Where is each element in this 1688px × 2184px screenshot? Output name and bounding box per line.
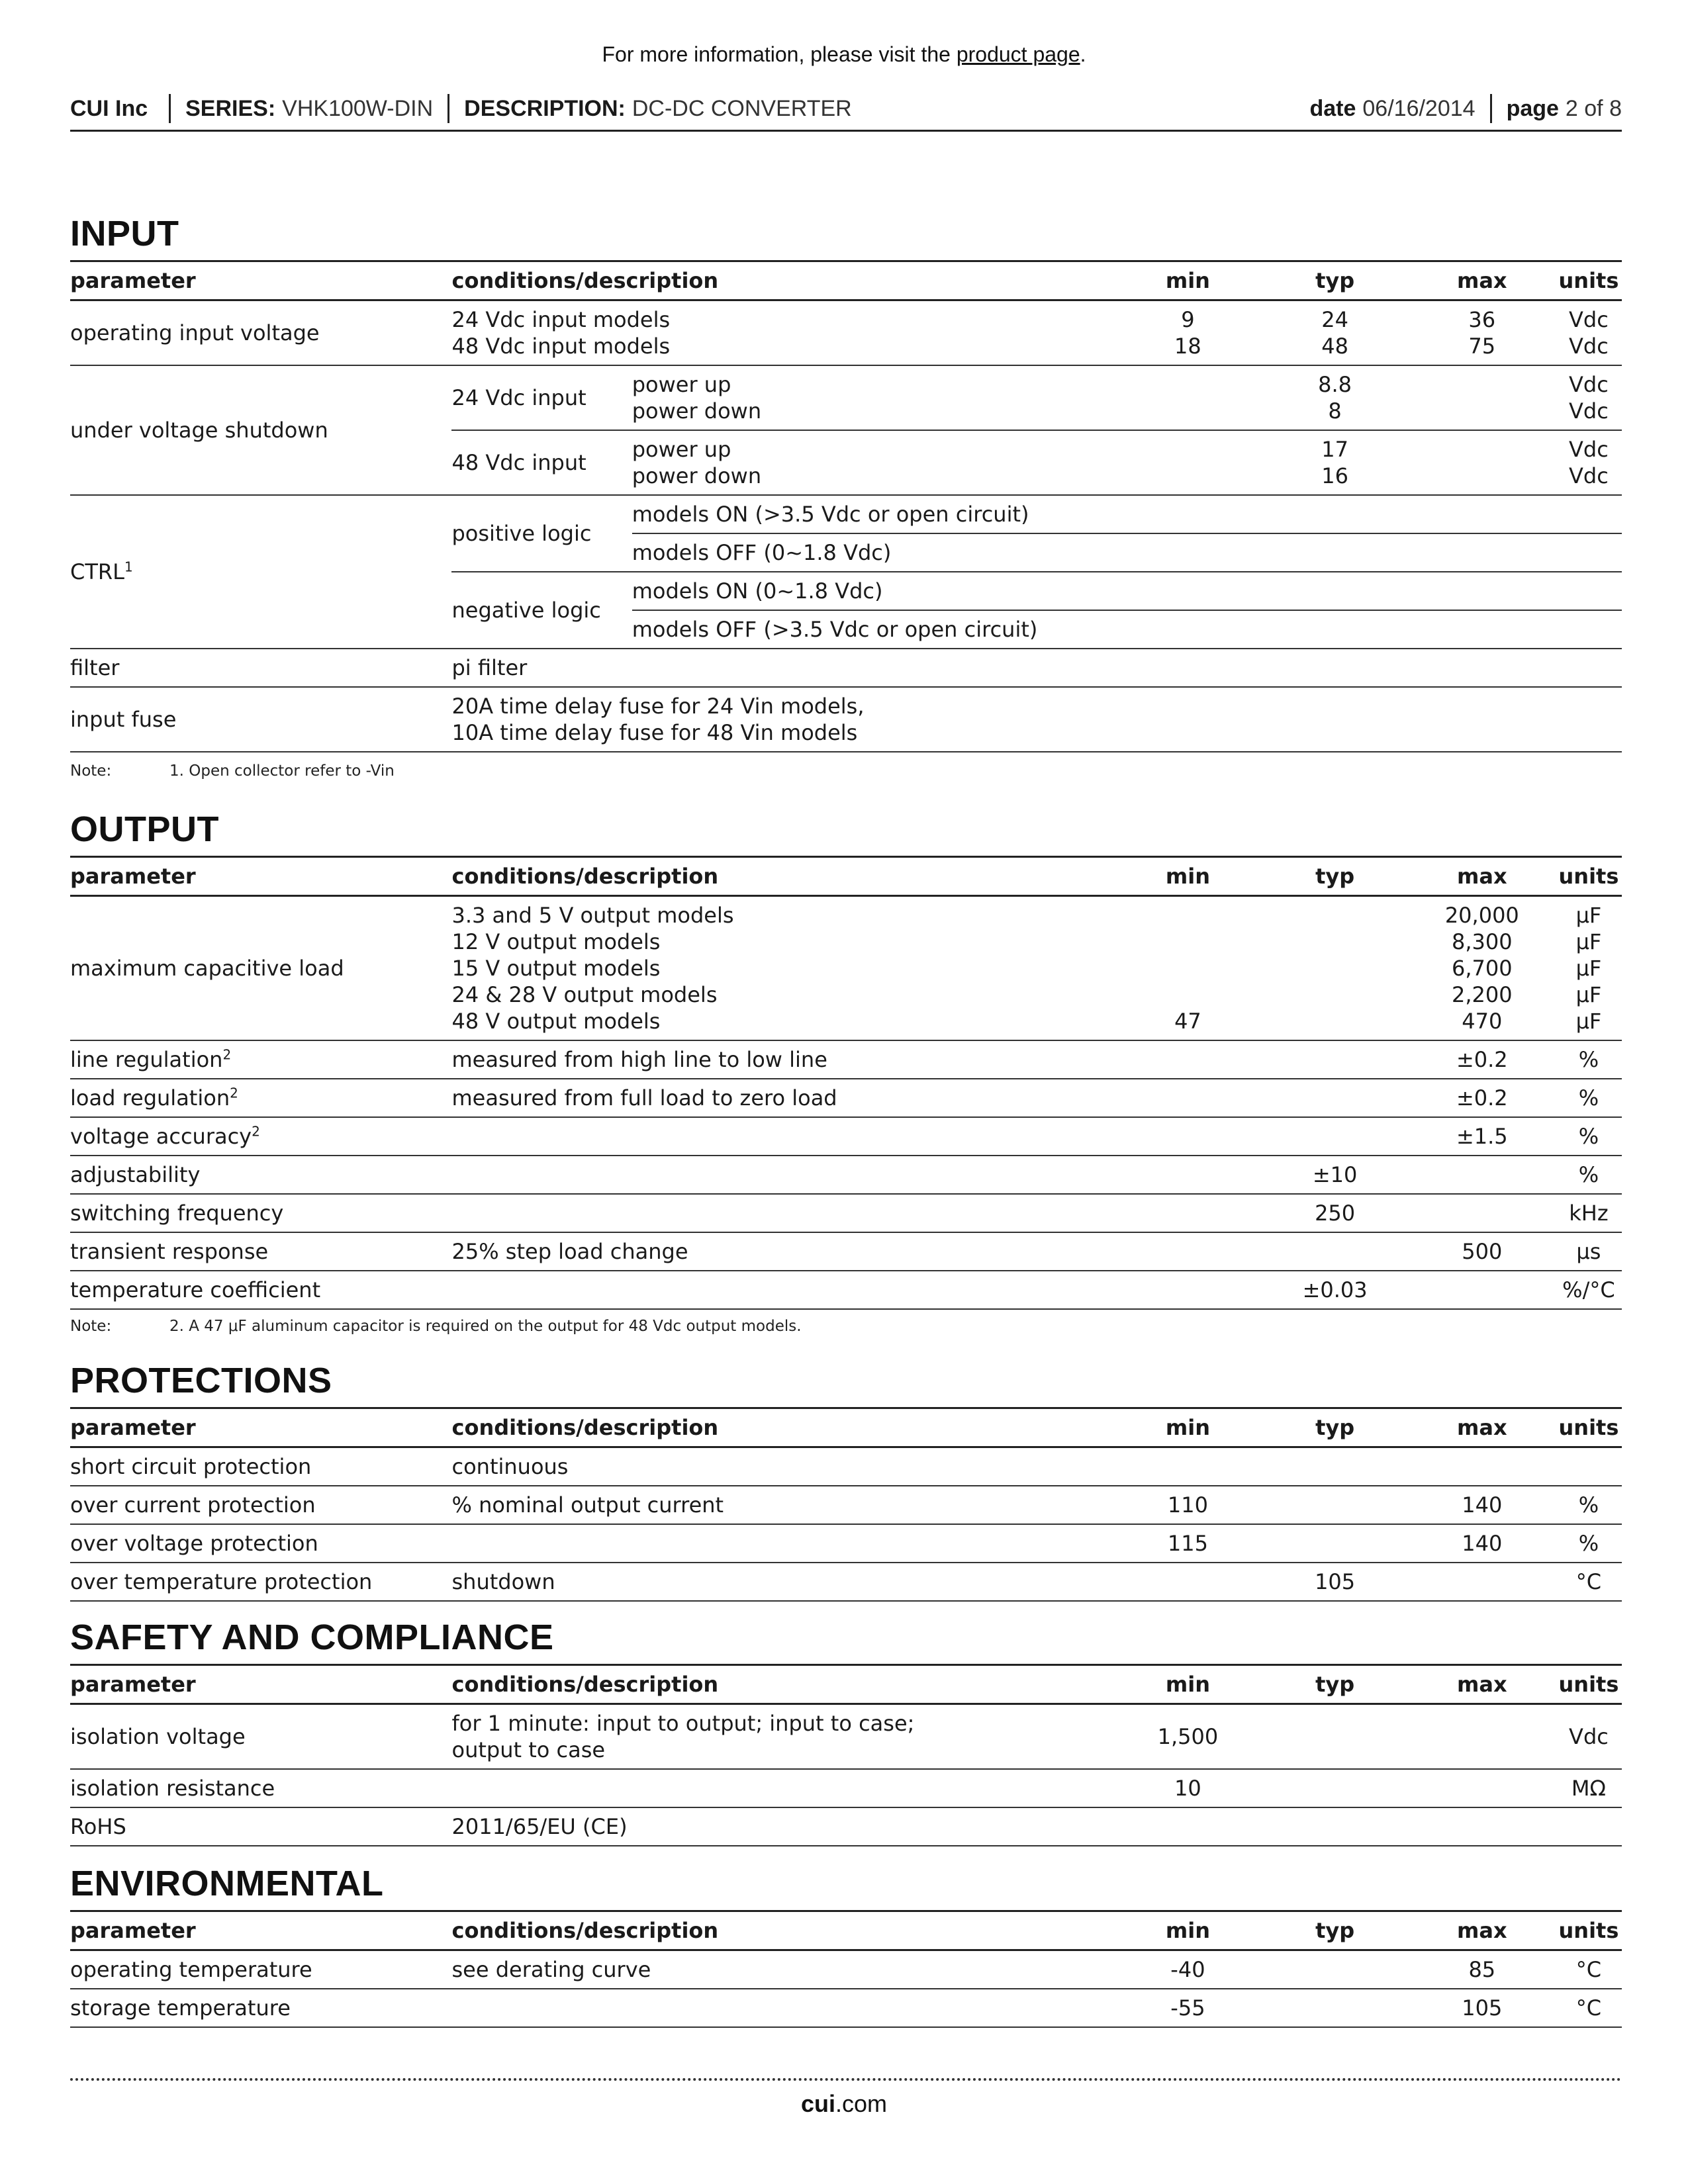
max-value: 36	[1468, 306, 1496, 332]
col-max: max	[1409, 261, 1556, 300]
col-conditions: conditions/description	[451, 1911, 1114, 1950]
units-value: Vdc	[1569, 398, 1609, 424]
param-cell: storage temperature	[70, 1989, 451, 2027]
units-value: Vdc	[1569, 306, 1609, 332]
min-value: 110	[1114, 1486, 1261, 1524]
sub-param-cell: 48 Vdc input	[451, 430, 632, 495]
param-cell	[70, 1040, 451, 1079]
cond-line: 15 V output models	[451, 955, 661, 981]
min-value: 47	[1174, 1008, 1201, 1034]
param-cell: switching frequency	[70, 1194, 451, 1232]
note-text: 1. Open collector refer to -Vin	[169, 762, 395, 780]
footer-divider	[70, 2078, 1622, 2081]
units-value: %	[1556, 1486, 1622, 1524]
units-value: kHz	[1556, 1194, 1622, 1232]
date-value: 06/16/2014	[1362, 95, 1476, 121]
note-label: Note:	[70, 1318, 112, 1335]
param-cell: isolation voltage	[70, 1704, 451, 1769]
footnote-ref: 2	[252, 1122, 260, 1139]
note-label: Note:	[70, 762, 112, 780]
param-cell: over temperature protection	[70, 1563, 451, 1601]
col-min: min	[1114, 1911, 1261, 1950]
units-value: μF	[1575, 929, 1602, 954]
cond-cell: see derating curve	[451, 1950, 1114, 1989]
units-value: %/°C	[1556, 1271, 1622, 1309]
footnote-ref: 2	[222, 1046, 232, 1062]
table-header-row	[70, 1911, 1622, 1950]
units-value: Vdc	[1569, 436, 1609, 462]
col-conditions: conditions/description	[451, 1408, 1114, 1447]
col-max: max	[1409, 1911, 1556, 1950]
series-label: SERIES:	[185, 95, 276, 121]
cond-line: for 1 minute: input to output; input to case;	[451, 1710, 915, 1736]
typ-value: 17	[1321, 436, 1348, 462]
col-conditions: conditions/description	[451, 261, 1114, 300]
table-row	[70, 1232, 1622, 1271]
cond-line: 12 V output models	[451, 929, 661, 954]
series-value: VHK100W-DIN	[282, 95, 434, 121]
table-row	[70, 1769, 1622, 1807]
param-cell: isolation resistance	[70, 1769, 451, 1807]
cond-line: 24 Vdc input models	[451, 306, 671, 332]
cond-line: power down	[632, 463, 762, 488]
col-min: min	[1114, 857, 1261, 896]
min-value: 115	[1114, 1524, 1261, 1563]
min-value: 10	[1114, 1769, 1261, 1807]
col-max: max	[1409, 857, 1556, 896]
cond-line: power up	[632, 436, 731, 462]
param-cell: over current protection	[70, 1486, 451, 1524]
max-value: 500	[1409, 1232, 1556, 1271]
table-row	[70, 365, 1622, 430]
col-units: units	[1556, 1911, 1622, 1950]
max-value: 6,700	[1451, 955, 1513, 981]
cond-cell: models ON (0~1.8 Vdc)	[632, 572, 1622, 610]
cond-cell: 2011/65/EU (CE)	[451, 1807, 1114, 1846]
param-cell: operating temperature	[70, 1950, 451, 1989]
col-parameter: parameter	[70, 1911, 451, 1950]
footer-domain-bold: cui	[800, 2090, 835, 2117]
col-min: min	[1114, 1408, 1261, 1447]
table-row	[70, 1040, 1622, 1079]
param-label: load regulation	[70, 1085, 230, 1111]
units-value: Vdc	[1569, 371, 1609, 397]
col-typ: typ	[1262, 1665, 1409, 1704]
units-value: %	[1556, 1524, 1622, 1563]
units-value: Vdc	[1569, 333, 1609, 359]
typ-value: 24	[1321, 306, 1348, 332]
table-row	[70, 1079, 1622, 1117]
typ-value: ±10	[1262, 1156, 1409, 1194]
max-value: ±0.2	[1409, 1040, 1556, 1079]
param-cell	[70, 1117, 451, 1156]
cond-cell: models OFF (0~1.8 Vdc)	[632, 533, 1622, 572]
table-row	[70, 1989, 1622, 2027]
protections-table	[70, 1407, 1622, 1602]
note-text: 2. A 47 μF aluminum capacitor is required on the output for 48 Vdc output models.	[169, 1318, 802, 1335]
units-value: MΩ	[1556, 1769, 1622, 1807]
cond-cell: models ON (>3.5 Vdc or open circuit)	[632, 495, 1622, 533]
table-row	[70, 896, 1622, 1040]
param-cell: over voltage protection	[70, 1524, 451, 1563]
table-row	[70, 1271, 1622, 1309]
footnote-ref: 2	[230, 1084, 238, 1101]
product-page-link[interactable]: product page	[956, 42, 1080, 66]
table-header-row	[70, 857, 1622, 896]
sub-param-cell: 24 Vdc input	[451, 365, 632, 430]
output-table	[70, 856, 1622, 1310]
col-max: max	[1409, 1665, 1556, 1704]
table-header-row	[70, 1408, 1622, 1447]
table-row	[70, 1524, 1622, 1563]
table-row	[70, 1807, 1622, 1846]
units-value: %	[1556, 1040, 1622, 1079]
cond-line: power up	[632, 371, 731, 397]
units-value: Vdc	[1556, 1704, 1622, 1769]
units-value: Vdc	[1569, 463, 1609, 488]
param-label: voltage accuracy	[70, 1123, 252, 1149]
date-label: date	[1309, 95, 1356, 121]
page-header	[70, 87, 1622, 132]
table-row	[70, 1447, 1622, 1486]
company-name: CUI Inc	[70, 95, 148, 121]
param-cell: input fuse	[70, 687, 451, 752]
page-label: page	[1506, 95, 1559, 121]
col-typ: typ	[1262, 1408, 1409, 1447]
units-value: °C	[1556, 1563, 1622, 1601]
typ-value: ±0.03	[1262, 1271, 1409, 1309]
param-cell: adjustability	[70, 1156, 451, 1194]
min-value: 1,500	[1114, 1704, 1261, 1769]
table-row	[70, 1117, 1622, 1156]
max-value: 75	[1468, 333, 1496, 359]
col-conditions: conditions/description	[451, 857, 1114, 896]
max-value: ±1.5	[1409, 1117, 1556, 1156]
col-parameter: parameter	[70, 261, 451, 300]
param-cell: maximum capacitive load	[70, 896, 451, 1040]
col-units: units	[1556, 1408, 1622, 1447]
param-label: line regulation	[70, 1046, 223, 1072]
output-note	[70, 1318, 802, 1335]
param-cell: RoHS	[70, 1807, 451, 1846]
cond-line: output to case	[451, 1737, 606, 1762]
description-label: DESCRIPTION:	[464, 95, 626, 121]
col-typ: typ	[1262, 261, 1409, 300]
max-value: 140	[1409, 1486, 1556, 1524]
units-value: %	[1556, 1117, 1622, 1156]
col-units: units	[1556, 857, 1622, 896]
col-max: max	[1409, 1408, 1556, 1447]
col-units: units	[1556, 1665, 1622, 1704]
ctrl-label: CTRL	[70, 559, 124, 584]
top-note-text: For more information, please visit the	[602, 42, 957, 66]
units-value: μs	[1556, 1232, 1622, 1271]
units-value: μF	[1575, 955, 1602, 981]
units-value: μF	[1575, 902, 1602, 928]
table-header-row	[70, 1665, 1622, 1704]
max-value: 470	[1462, 1008, 1503, 1034]
col-units: units	[1556, 261, 1622, 300]
max-value: 140	[1409, 1524, 1556, 1563]
cond-line: 48 Vdc input models	[451, 333, 671, 359]
typ-value: 48	[1321, 333, 1348, 359]
col-typ: typ	[1262, 857, 1409, 896]
table-row	[70, 495, 1622, 533]
param-cell	[70, 1079, 451, 1117]
cond-line: 24 & 28 V output models	[451, 981, 718, 1007]
col-min: min	[1114, 1665, 1261, 1704]
min-value: 9	[1181, 306, 1195, 332]
section-title-protections: PROTECTIONS	[70, 1361, 332, 1400]
min-value: -40	[1114, 1950, 1261, 1989]
page-number: 2 of 8	[1565, 95, 1622, 121]
environmental-table	[70, 1910, 1622, 2028]
table-header-row	[70, 261, 1622, 300]
cond-line: 48 V output models	[451, 1008, 661, 1034]
max-value: 2,200	[1451, 981, 1513, 1007]
cond-cell: % nominal output current	[451, 1486, 1114, 1524]
table-row	[70, 1486, 1622, 1524]
max-value: 105	[1409, 1989, 1556, 2027]
cond-cell: models OFF (>3.5 Vdc or open circuit)	[632, 610, 1622, 649]
section-title-safety: SAFETY AND COMPLIANCE	[70, 1617, 554, 1657]
col-parameter: parameter	[70, 1665, 451, 1704]
section-title-environmental: ENVIRONMENTAL	[70, 1864, 384, 1903]
typ-value: 8	[1328, 398, 1342, 424]
param-cell: operating input voltage	[70, 300, 451, 365]
max-value: ±0.2	[1409, 1079, 1556, 1117]
units-value: °C	[1556, 1989, 1622, 2027]
param-cell: filter	[70, 649, 451, 687]
cond-line: 3.3 and 5 V output models	[451, 902, 734, 928]
col-conditions: conditions/description	[451, 1665, 1114, 1704]
units-value: μF	[1575, 1008, 1602, 1034]
sub-param-cell: negative logic	[451, 572, 632, 649]
typ-value: 105	[1262, 1563, 1409, 1601]
param-cell: transient response	[70, 1232, 451, 1271]
safety-table	[70, 1664, 1622, 1846]
footnote-ref: 1	[124, 558, 133, 574]
table-row	[70, 1156, 1622, 1194]
section-title-input: INPUT	[70, 214, 179, 253]
param-cell: short circuit protection	[70, 1447, 451, 1486]
footer-domain-rest: .com	[835, 2090, 888, 2117]
sub-param-cell: positive logic	[451, 495, 632, 572]
min-value: -55	[1114, 1989, 1261, 2027]
col-typ: typ	[1262, 1911, 1409, 1950]
cond-line: 10A time delay fuse for 48 Vin models	[451, 719, 858, 745]
units-value: μF	[1575, 981, 1602, 1007]
section-title-output: OUTPUT	[70, 809, 219, 849]
cond-cell: 25% step load change	[451, 1232, 1114, 1271]
min-value: 18	[1174, 333, 1201, 359]
top-note-end: .	[1080, 42, 1086, 66]
param-cell	[70, 495, 451, 649]
table-row	[70, 1950, 1622, 1989]
cond-cell: measured from full load to zero load	[451, 1079, 1114, 1117]
cond-cell: pi filter	[451, 649, 1622, 687]
param-cell: under voltage shutdown	[70, 365, 451, 495]
cond-line: 20A time delay fuse for 24 Vin models,	[451, 693, 865, 719]
table-row	[70, 1194, 1622, 1232]
col-parameter: parameter	[70, 1408, 451, 1447]
input-table	[70, 260, 1622, 752]
col-min: min	[1114, 261, 1261, 300]
table-row	[70, 649, 1622, 687]
footer	[0, 2090, 1688, 2118]
max-value: 85	[1409, 1950, 1556, 1989]
cond-cell: continuous	[451, 1447, 1114, 1486]
table-row	[70, 300, 1622, 365]
typ-value: 8.8	[1318, 371, 1352, 397]
table-row	[70, 687, 1622, 752]
units-value: %	[1556, 1079, 1622, 1117]
typ-value: 250	[1262, 1194, 1409, 1232]
table-row	[70, 1563, 1622, 1601]
table-row	[70, 1704, 1622, 1769]
units-value: °C	[1556, 1950, 1622, 1989]
max-value: 8,300	[1451, 929, 1513, 954]
description-value: DC-DC CONVERTER	[632, 95, 852, 121]
cond-line: power down	[632, 398, 762, 424]
cond-cell: shutdown	[451, 1563, 1114, 1601]
input-note	[70, 762, 395, 780]
param-cell: temperature coefficient	[70, 1271, 451, 1309]
typ-value: 16	[1321, 463, 1348, 488]
top-note	[0, 42, 1688, 67]
units-value: %	[1556, 1156, 1622, 1194]
max-value: 20,000	[1444, 902, 1519, 928]
cond-cell: measured from high line to low line	[451, 1040, 1114, 1079]
col-parameter: parameter	[70, 857, 451, 896]
